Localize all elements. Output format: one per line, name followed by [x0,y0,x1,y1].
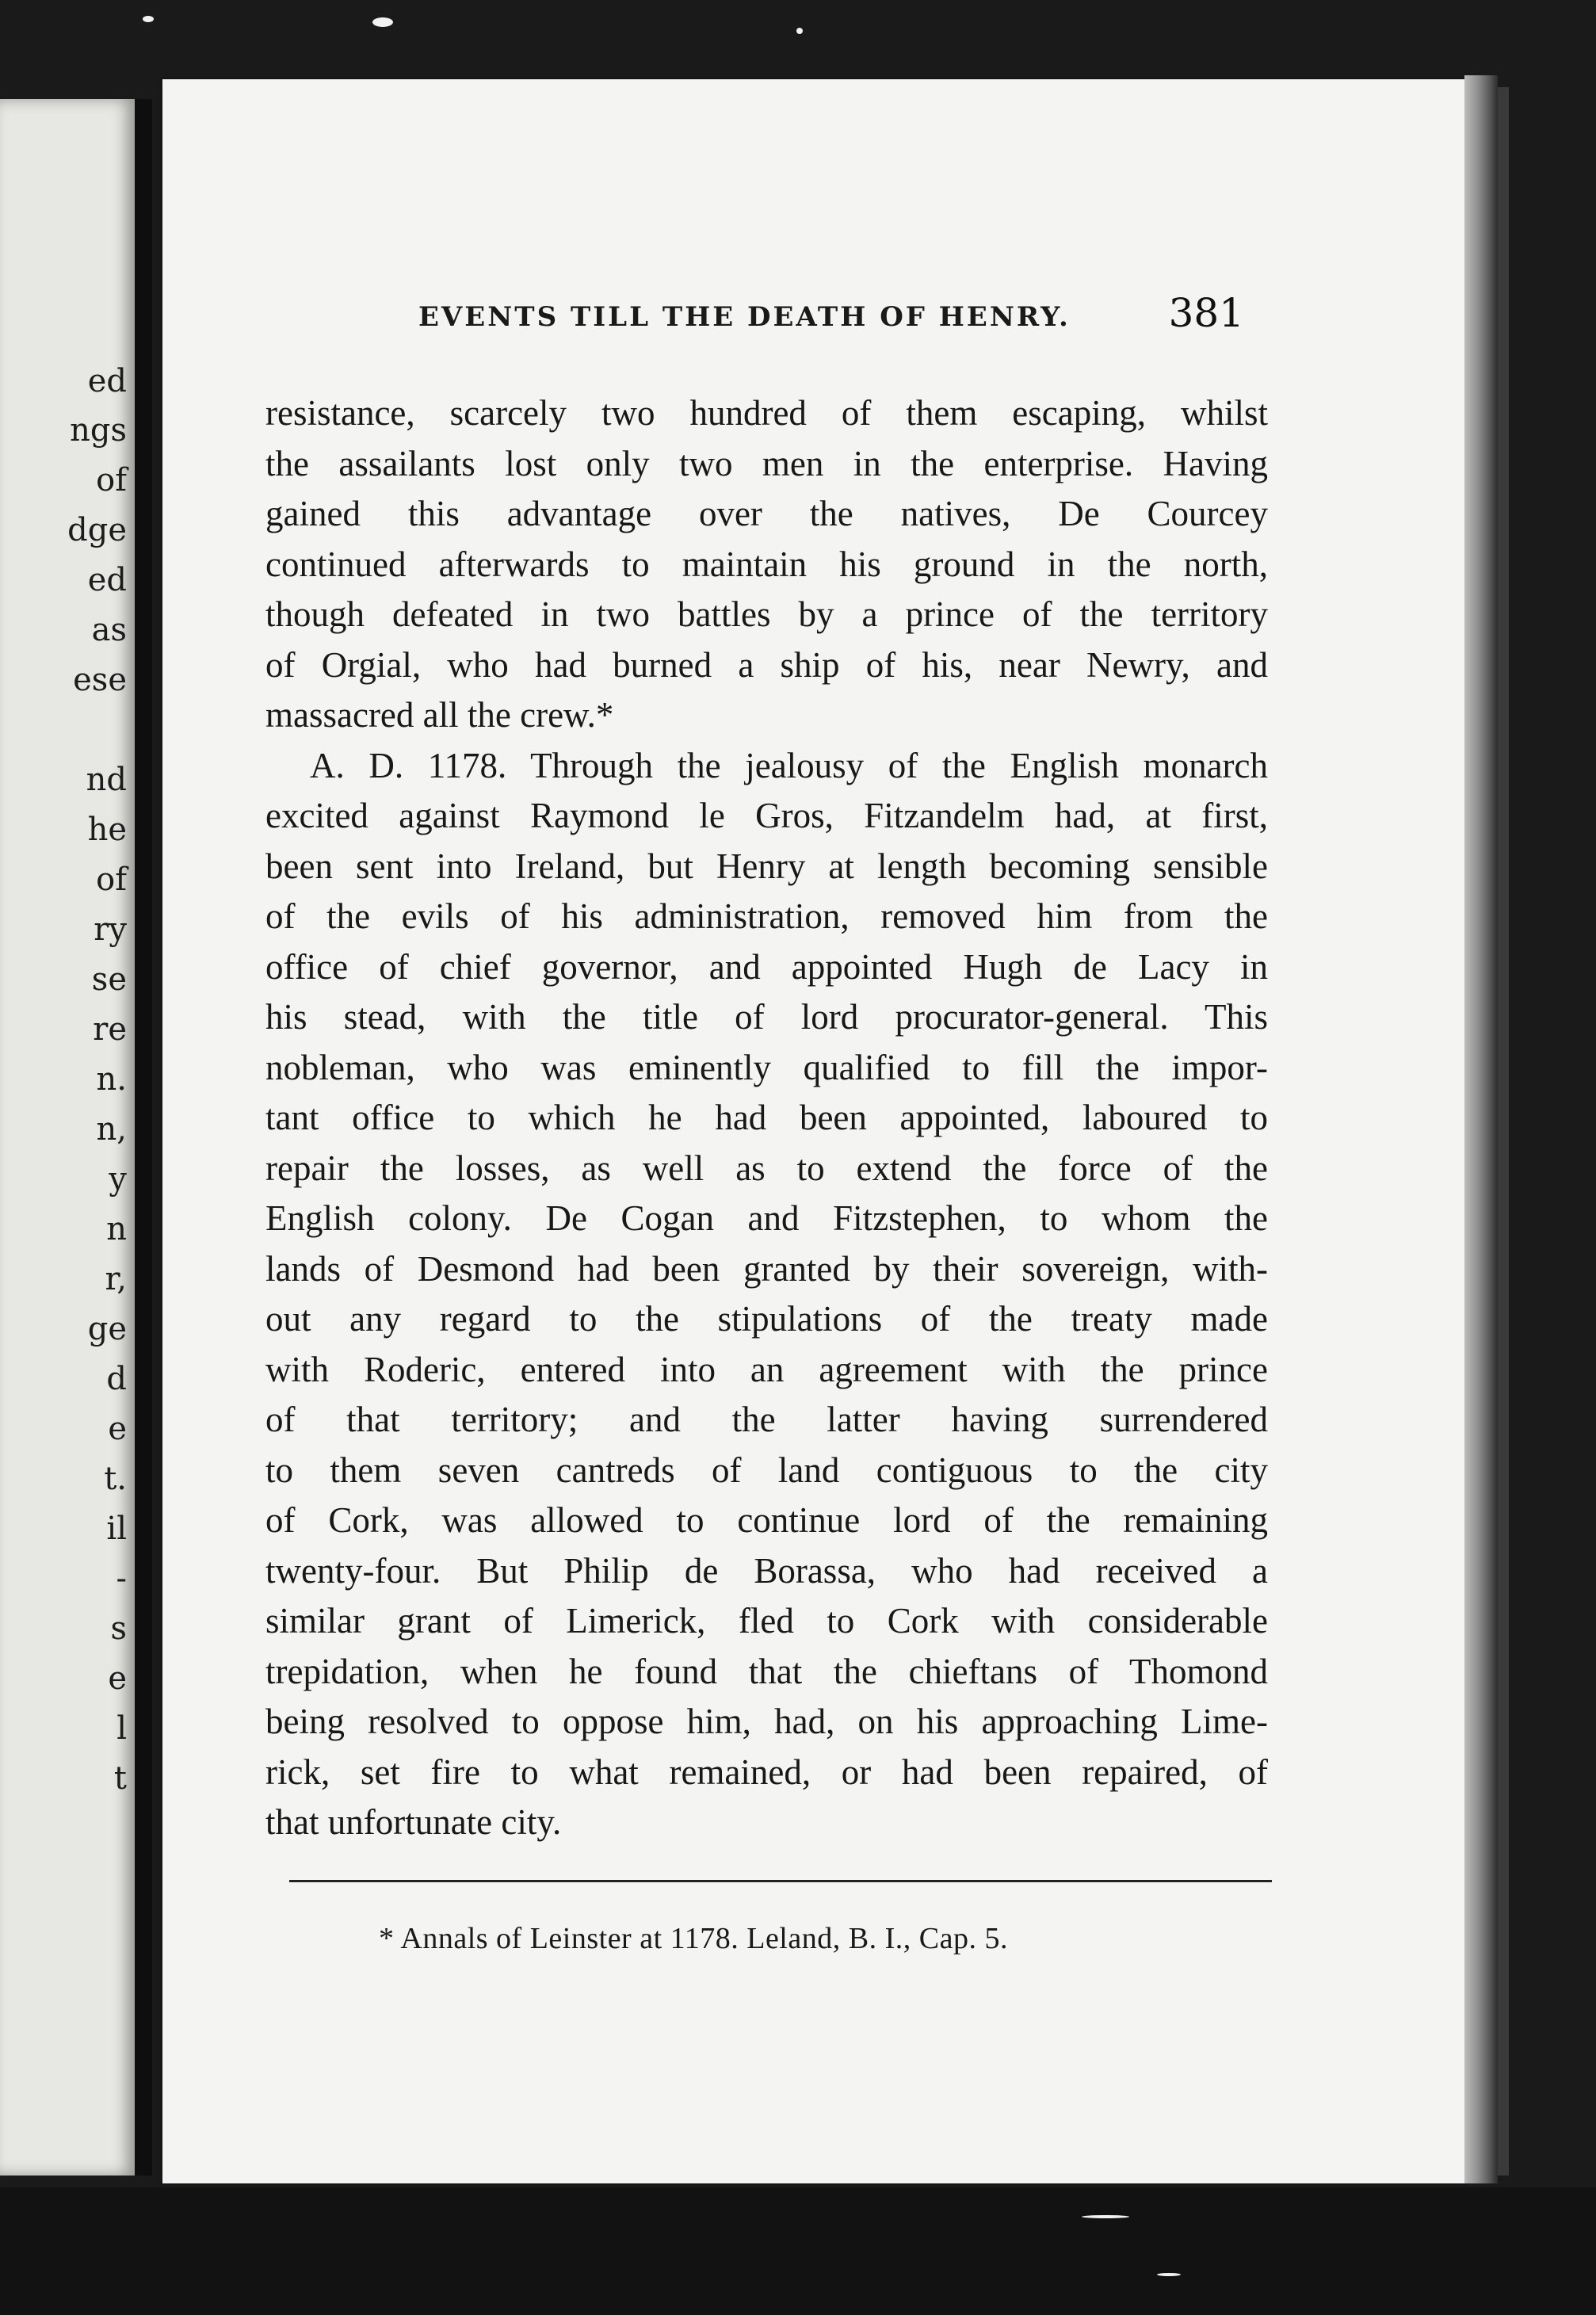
page-gutter [135,99,152,2176]
dust-speck [1082,2215,1129,2218]
footnote: * Annals of Leinster at 1178. Leland, B. I., Cap. 5. [379,1922,1008,1955]
left-page-fragment [0,99,135,2176]
left-page-line: l [116,1710,127,1747]
left-page-line: of [96,861,127,898]
left-page-line: n [106,1211,127,1247]
left-page-line: ngs [70,412,127,449]
page-number: 381 [1168,290,1244,336]
page-stack-shadow [1498,87,1509,2176]
dust-speck [143,16,154,22]
text-line: out any regard to the stipulations of the treaty made [265,1299,1268,1339]
left-page-line: - [116,1561,127,1597]
text-line: A. D. 1178. Through the jealousy of the English monarch [310,745,1268,785]
left-page-line: il [106,1511,127,1547]
left-page-line: y [109,1161,127,1198]
text-line: continued afterwards to maintain his ground in the north, [265,544,1268,584]
left-page-line: s [110,1610,127,1647]
text-line: lands of Desmond had been granted by their sovereign, with- [265,1248,1268,1289]
text-line: similar grant of Limerick, fled to Cork with considerable [265,1601,1268,1641]
text-line: tant office to which he had been appointed, laboured to [265,1098,1268,1137]
left-page-line: nd [86,762,127,798]
left-page-line: ry [94,911,127,948]
left-page-line: dge [67,512,127,548]
left-page-line: n. [96,1061,127,1098]
left-page-line: e [108,1660,127,1697]
running-head-title: EVENTS TILL THE DEATH OF HENRY. [418,301,1071,333]
text-line: repair the losses, as well as to extend the force of the [265,1148,1268,1188]
left-page-line: e [108,1411,127,1447]
text-line: of Orgial, who had burned a ship of his, near Newry, and [265,644,1268,685]
text-line: twenty-four. But Philip de Borassa, who had received a [265,1550,1268,1591]
text-line: rick, set fire to what remained, or had been repaired, of [265,1752,1268,1792]
left-page-line: re [93,1011,127,1048]
left-page-line: t. [104,1461,127,1497]
dust-speck [796,28,803,34]
text-line: being resolved to oppose him, had, on his approaching Lime- [265,1702,1268,1741]
text-line: of Cork, was allowed to continue lord of the remaining [265,1500,1268,1540]
text-line: office of chief governor, and appointed Hugh de Lacy in [265,946,1268,987]
text-line: massacred all the crew.* [265,695,614,735]
left-page-line: n, [96,1111,127,1148]
left-page-line: he [87,812,127,848]
left-page-line: ed [87,363,127,399]
text-line: nobleman, who was eminently qualified to fill the impor- [265,1047,1268,1087]
text-line: English colony. De Cogan and Fitzstephen, to whom the [265,1198,1268,1238]
text-line: with Roderic, entered into an agreement with the prince [265,1349,1268,1389]
page-stack-edge [1464,75,1498,2183]
text-line: been sent into Ireland, but Henry at length becoming sensible [265,846,1268,886]
text-line: that unfortunate city. [265,1802,562,1842]
text-line: excited against Raymond le Gros, Fitzandelm had, at first, [265,796,1268,835]
body-text [265,388,1268,1848]
text-line: trepidation, when he found that the chieftans of Thomond [265,1651,1268,1691]
left-page-line: r, [105,1261,127,1297]
left-page-line: ese [73,662,127,698]
text-line: of the evils of his administration, removed him from the [265,896,1268,936]
left-page-line: ed [87,562,127,598]
text-line: of that territory; and the latter having surrendered [265,1400,1268,1439]
text-line: his stead, with the title of lord procurator-general. This [265,997,1268,1037]
text-line: the assailants lost only two men in the enterprise. Having [265,443,1268,483]
running-head [252,290,1250,342]
left-page-line: t [113,1760,127,1797]
footnote-rule [289,1880,1272,1882]
left-page-line: as [91,612,127,648]
left-page-line: se [91,961,127,998]
left-page-line: ge [87,1311,127,1347]
text-line: though defeated in two battles by a prince of the territory [265,594,1268,634]
dust-speck [372,17,393,27]
left-page-line: of [96,462,127,499]
text-line: to them seven cantreds of land contiguous to the city [265,1450,1268,1490]
left-page-line: d [106,1361,127,1397]
dust-speck [1157,2273,1181,2276]
text-line: gained this advantage over the natives, De Courcey [265,494,1268,533]
text-line: resistance, scarcely two hundred of them escaping, whilst [265,393,1268,433]
scanner-bed [0,2187,1596,2315]
